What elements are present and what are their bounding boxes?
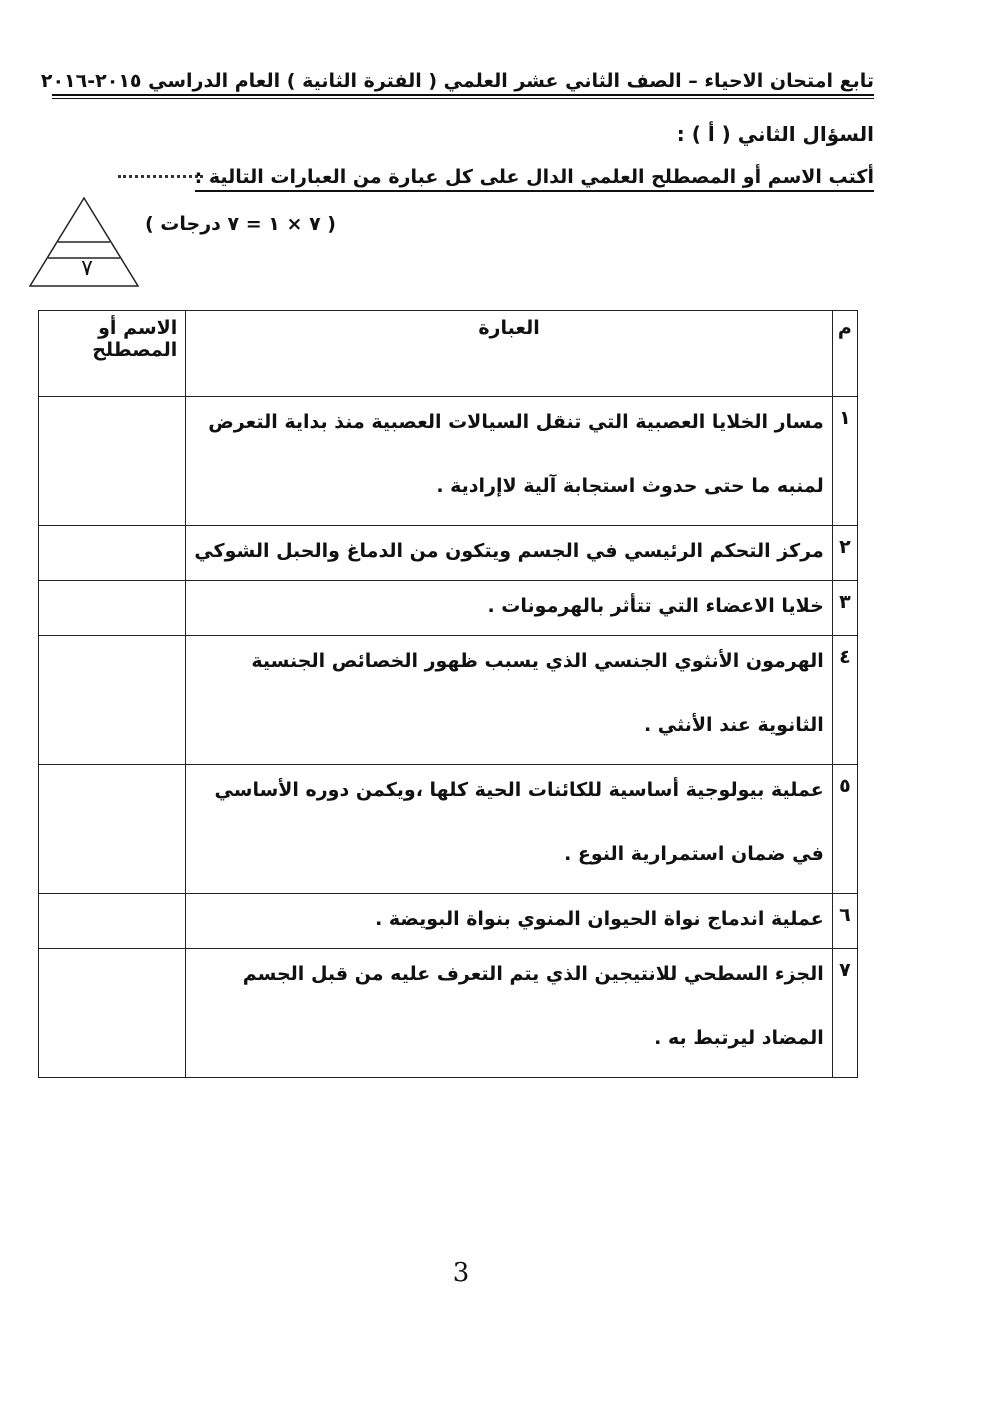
answer-cell[interactable] bbox=[39, 894, 186, 949]
row-statement bbox=[186, 580, 832, 635]
table-row bbox=[39, 580, 858, 635]
header-statement: العبارة bbox=[186, 311, 832, 397]
table-row bbox=[39, 894, 858, 949]
question-title: السؤال الثاني ( أ ) : bbox=[676, 122, 874, 146]
marks-allocation: ( ٧ × ١ = ٧ درجات ) bbox=[145, 213, 336, 235]
row-number: ٥ bbox=[832, 764, 857, 893]
table-row bbox=[39, 948, 858, 1077]
instruction-text: أكتب الاسم أو المصطلح العلمي الدال على كل عبارة من العبارات التالية : bbox=[195, 166, 874, 192]
answer-cell[interactable] bbox=[39, 635, 186, 764]
row-statement bbox=[186, 764, 832, 893]
row-number: ٣ bbox=[832, 580, 857, 635]
statement-line: عملية بيولوجية أساسية للكائنات الحية كلها ،ويكمن دوره الأساسي bbox=[214, 778, 824, 801]
row-number: ٢ bbox=[832, 526, 857, 581]
statement-line: عملية اندماج نواة الحيوان المنوي بنواة البويضة . bbox=[375, 908, 824, 931]
row-statement bbox=[186, 948, 832, 1077]
header-number: م bbox=[832, 311, 857, 397]
score-box-value: ٧ bbox=[81, 256, 93, 281]
table-row bbox=[39, 764, 858, 893]
statement-line: في ضمان استمرارية النوع . bbox=[564, 842, 824, 865]
statement-line: مسار الخلايا العصبية التي تنقل السيالات العصبية منذ بداية التعرض bbox=[208, 411, 824, 433]
answer-cell[interactable] bbox=[39, 526, 186, 581]
row-number: ٤ bbox=[832, 635, 857, 764]
row-statement bbox=[186, 894, 832, 949]
row-number: ٧ bbox=[832, 948, 857, 1077]
statement-line: المضاد ليرتبط به . bbox=[654, 1026, 824, 1049]
exam-header: تابع امتحان الاحياء – الصف الثاني عشر العلمي ( الفترة الثانية ) العام الدراسي ٢٠١٥-٢٠١٦ bbox=[52, 70, 874, 96]
statement-line: لمنبه ما حتى حدوث استجابة آلية لاإرادية . bbox=[436, 475, 824, 497]
page-number: 3 bbox=[452, 1258, 470, 1288]
instruction-dotted-line bbox=[118, 175, 203, 178]
table-row bbox=[39, 526, 858, 581]
header-term: الاسم أو المصطلح bbox=[39, 311, 186, 397]
answer-cell[interactable] bbox=[39, 580, 186, 635]
table-row bbox=[39, 397, 858, 526]
statement-line: الهرمون الأنثوي الجنسي الذي يسبب ظهور الخصائص الجنسية bbox=[251, 649, 824, 672]
answer-cell[interactable] bbox=[39, 764, 186, 893]
terms-table bbox=[38, 310, 858, 1078]
row-number: ٦ bbox=[832, 894, 857, 949]
statement-line: الجزء السطحي للانتيجين الذي يتم التعرف عليه من قبل الجسم bbox=[242, 962, 824, 985]
row-statement bbox=[186, 526, 832, 581]
row-statement bbox=[186, 397, 832, 526]
answer-cell[interactable] bbox=[39, 948, 186, 1077]
row-number: ١ bbox=[832, 397, 857, 526]
statement-line: الثانوية عند الأنثي . bbox=[643, 713, 824, 736]
statement-line: خلايا الاعضاء التي تتأثر بالهرمونات . bbox=[487, 594, 824, 617]
table-header-row bbox=[39, 311, 858, 397]
statement-line: مركز التحكم الرئيسي في الجسم ويتكون من الدماغ والحبل الشوكي bbox=[194, 540, 824, 563]
answer-cell[interactable] bbox=[39, 397, 186, 526]
row-statement bbox=[186, 635, 832, 764]
table-row bbox=[39, 635, 858, 764]
